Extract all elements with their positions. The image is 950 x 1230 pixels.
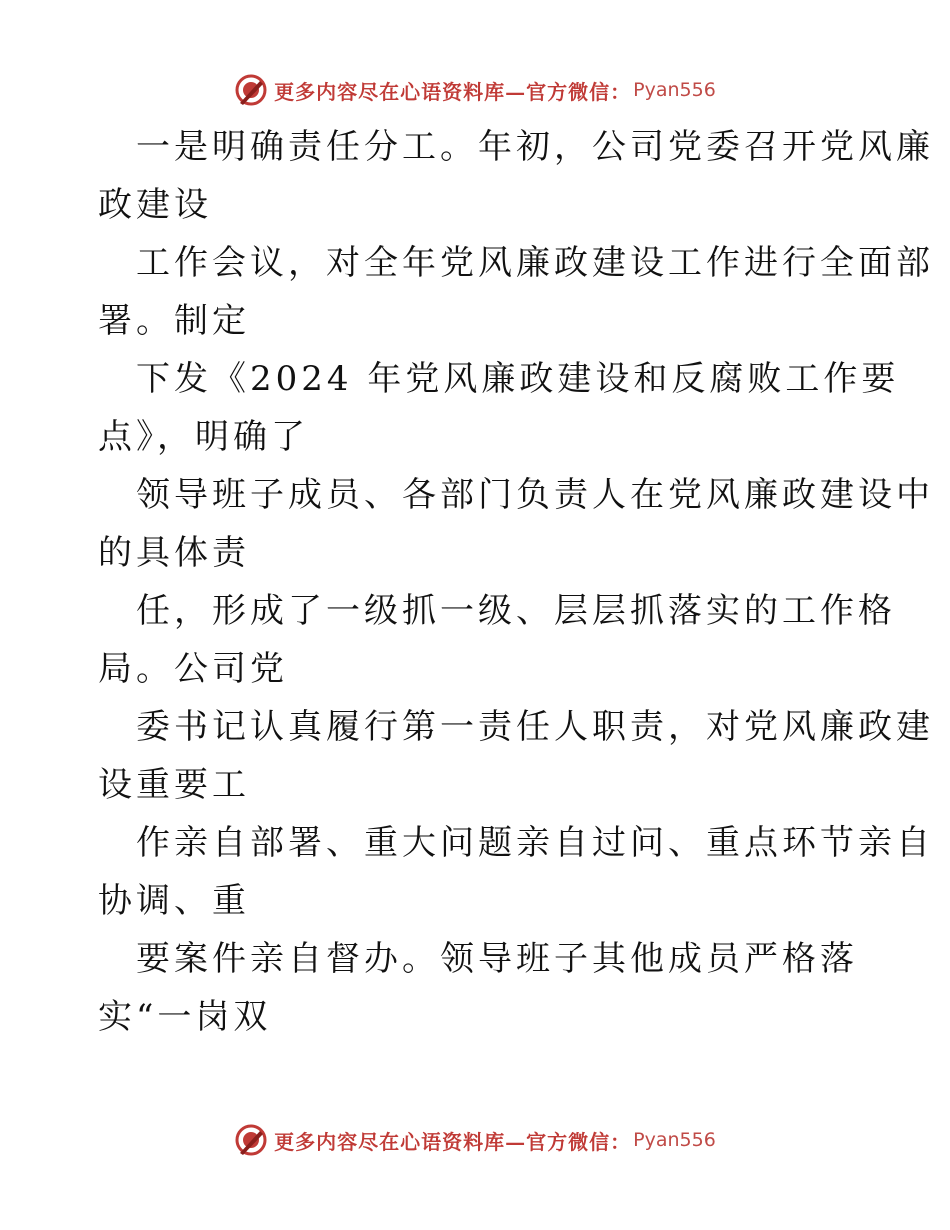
footer-wechat-id: Pyan556 bbox=[633, 1129, 716, 1151]
body-line: 一是明确责任分工。年初，公司党委召开党风廉 bbox=[136, 127, 934, 167]
body-line: 下发《2024 年党风廉政建设和反腐败工作要 bbox=[136, 359, 900, 399]
footer-banner bbox=[0, 1120, 950, 1160]
document-body bbox=[98, 118, 934, 1046]
body-line: 的具体责 bbox=[98, 533, 250, 573]
body-line: 实“一岗双 bbox=[98, 997, 272, 1037]
pen-logo-icon bbox=[234, 1123, 268, 1157]
body-line: 局。公司党 bbox=[98, 649, 288, 689]
header-wechat-id: Pyan556 bbox=[633, 79, 716, 101]
body-line: 要案件亲自督办。领导班子其他成员严格落 bbox=[136, 939, 858, 979]
body-line: 政建设 bbox=[98, 185, 212, 225]
footer-site-text: 更多内容尽在心语资料库—官方微信： bbox=[274, 1129, 632, 1154]
header-banner bbox=[0, 70, 950, 110]
body-line: 工作会议，对全年党风廉政建设工作进行全面部 bbox=[136, 243, 934, 283]
body-line: 署。制定 bbox=[98, 301, 250, 341]
body-line: 领导班子成员、各部门负责人在党风廉政建设中 bbox=[136, 475, 934, 515]
body-line: 作亲自部署、重大问题亲自过问、重点环节亲自 bbox=[136, 823, 934, 863]
body-line: 协调、重 bbox=[98, 881, 250, 921]
pen-logo-icon bbox=[234, 73, 268, 107]
header-site-text: 更多内容尽在心语资料库—官方微信： bbox=[274, 79, 632, 104]
body-line: 任，形成了一级抓一级、层层抓落实的工作格 bbox=[136, 591, 896, 631]
body-line: 委书记认真履行第一责任人职责，对党风廉政建 bbox=[136, 707, 934, 747]
body-line: 点》，明确了 bbox=[98, 417, 309, 457]
body-line: 设重要工 bbox=[98, 765, 250, 805]
